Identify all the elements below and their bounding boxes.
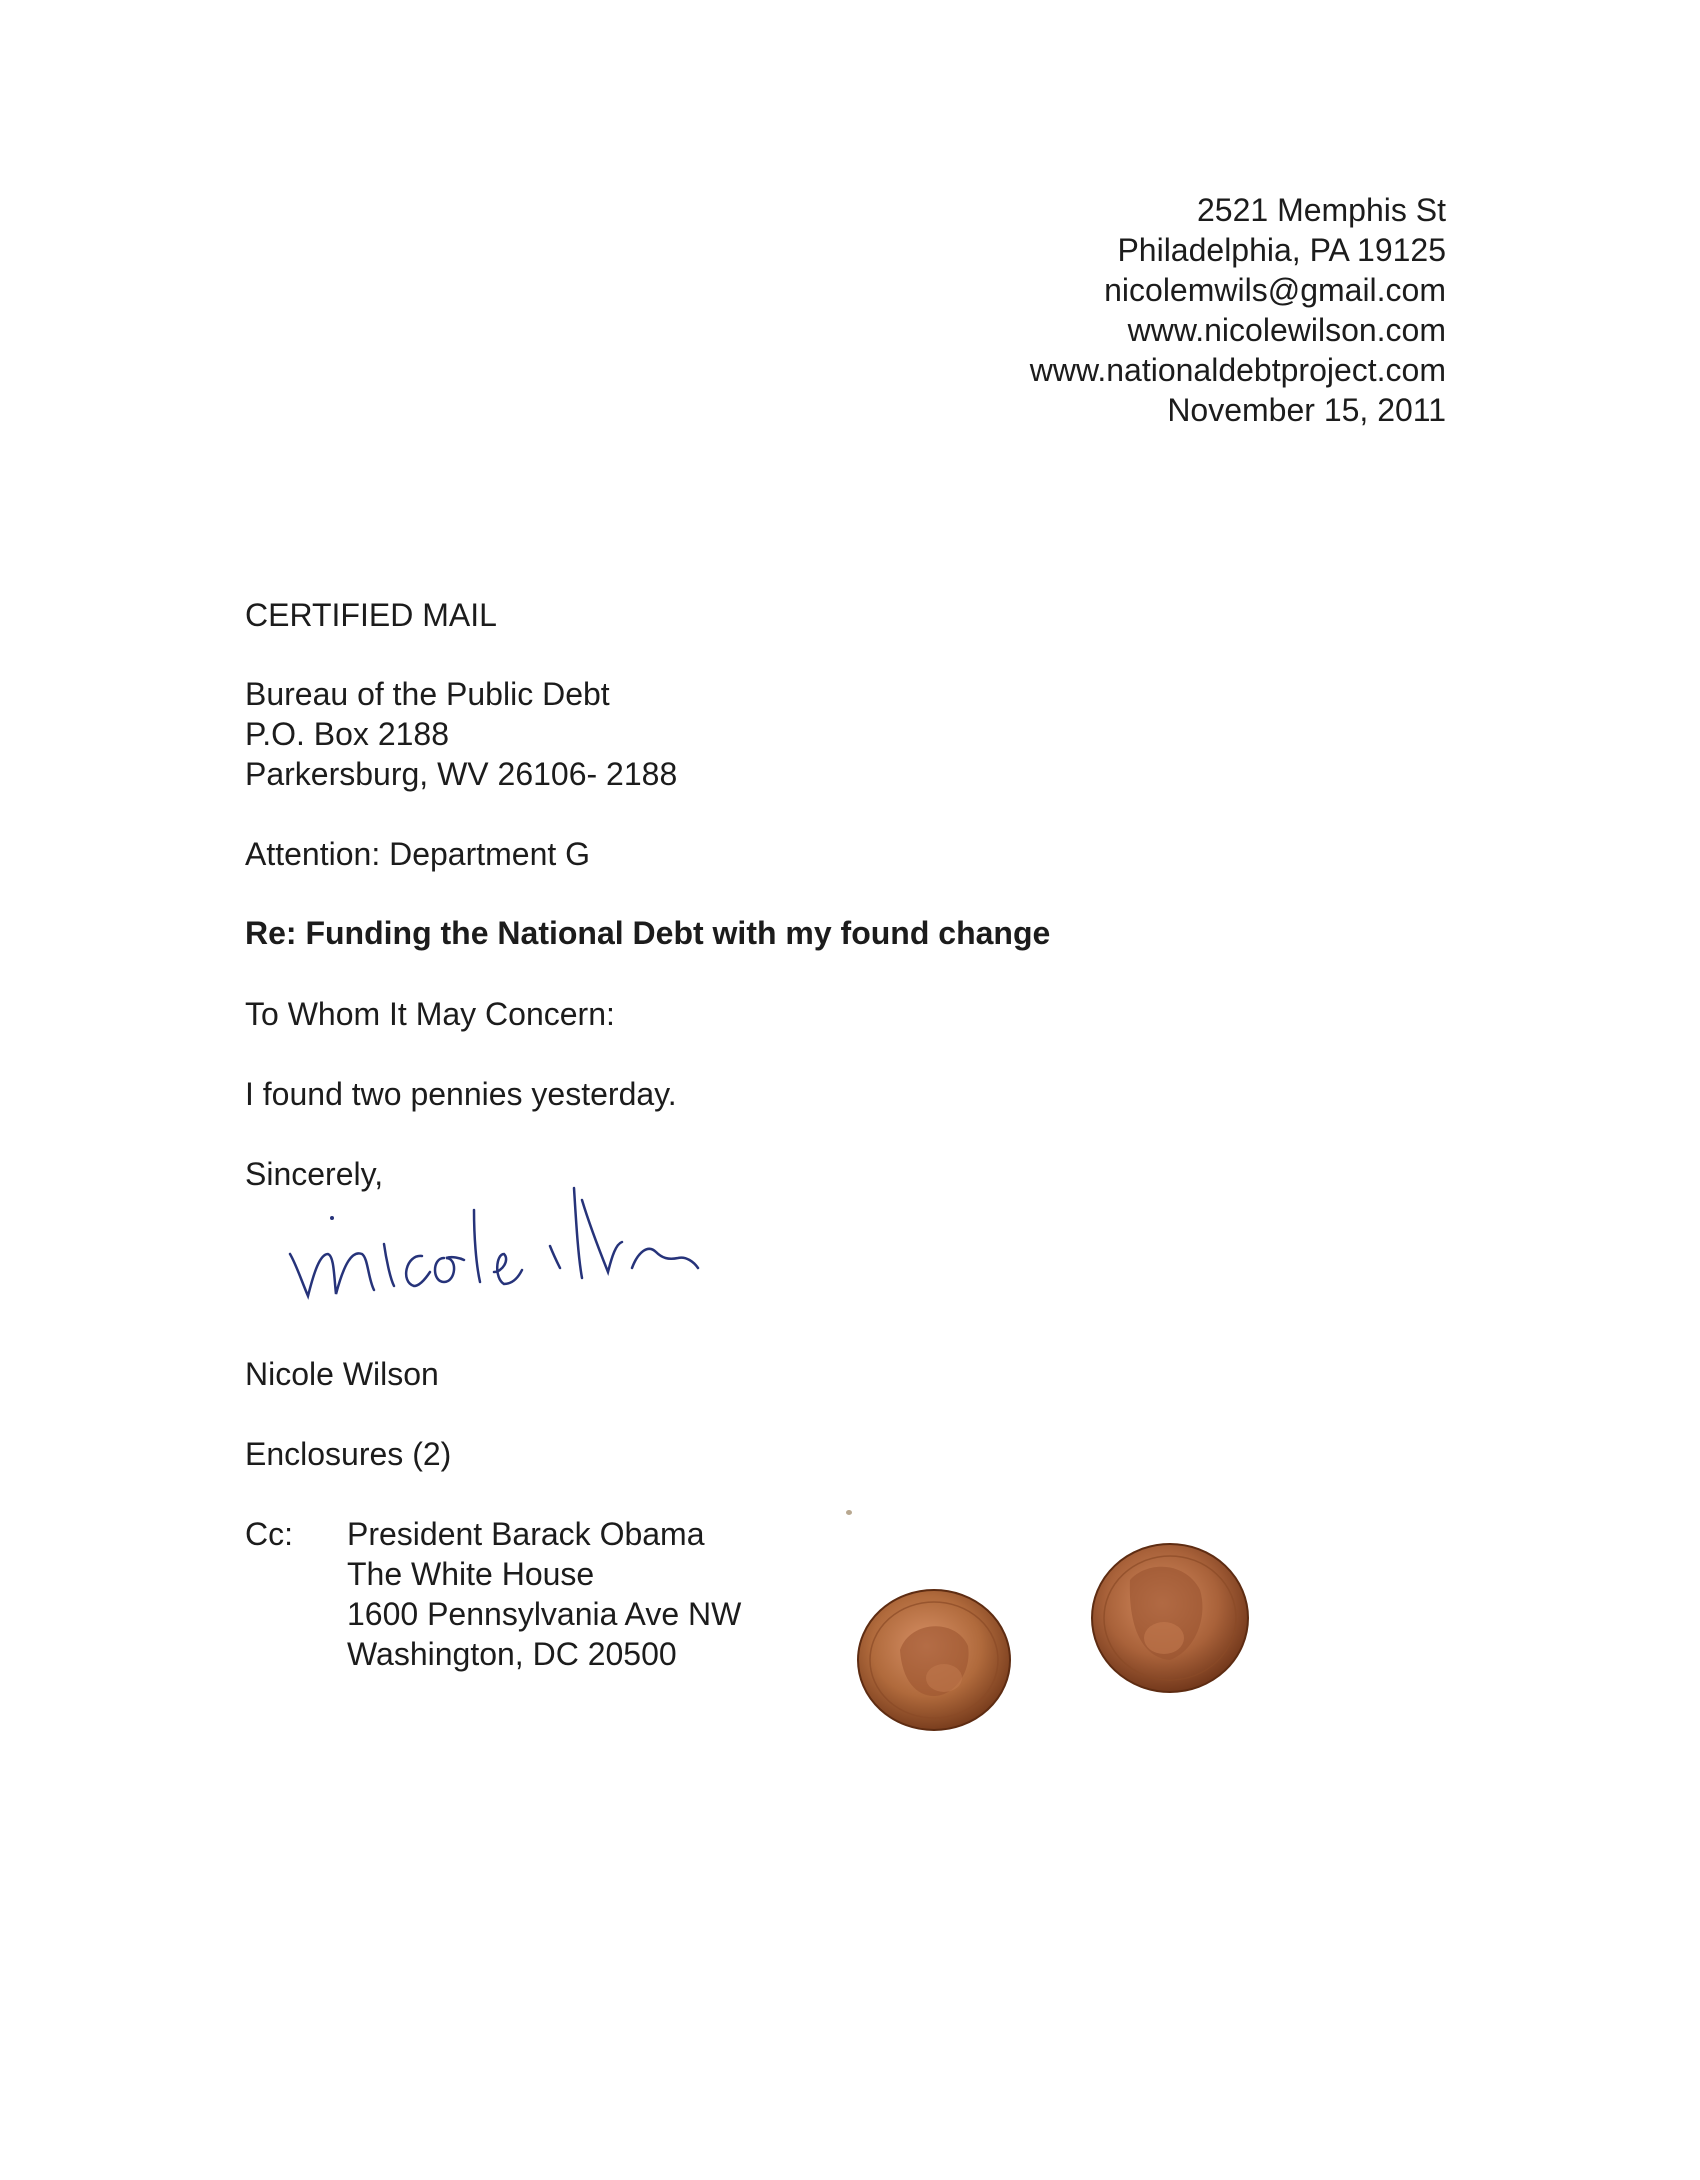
cc-label: Cc: [245,1516,293,1552]
recipient-city-line: Parkersburg, WV 26106- 2188 [245,756,678,792]
sender-street: 2521 Memphis St [1196,192,1446,228]
penny-left [858,1590,1010,1730]
sender-city-line: Philadelphia, PA 19125 [1117,232,1446,268]
sender-address-block [1030,190,1446,430]
enclosures-note: Enclosures (2) [245,1436,452,1472]
enclosed-pennies [830,1500,1270,1800]
mail-type: CERTIFIED MAIL [245,597,497,633]
sender-website-project: www.nationaldebtproject.com [1029,352,1446,388]
handwritten-signature [282,1160,712,1320]
salutation: To Whom It May Concern: [245,996,615,1032]
cc-name: President Barack Obama [347,1516,705,1552]
cc-street: 1600 Pennsylvania Ave NW [347,1596,742,1632]
sender-website-personal: www.nicolewilson.com [1127,312,1446,348]
recipient-name: Bureau of the Public Debt [245,676,610,712]
signer-name: Nicole Wilson [245,1356,439,1392]
sender-email: nicolemwils@gmail.com [1104,272,1446,308]
subject-line: Re: Funding the National Debt with my found change [245,915,1051,951]
recipient-address-block [245,674,677,794]
penny-right [1092,1544,1248,1692]
attention-line: Attention: Department G [245,836,591,872]
letter-date: November 15, 2011 [1167,392,1446,428]
closing: Sincerely, [245,1156,384,1192]
cc-city-line: Washington, DC 20500 [347,1636,677,1672]
letter-body: I found two pennies yesterday. [245,1076,677,1112]
recipient-po-box: P.O. Box 2188 [245,716,449,752]
cc-organization: The White House [347,1556,595,1592]
cc-address [347,1514,741,1674]
